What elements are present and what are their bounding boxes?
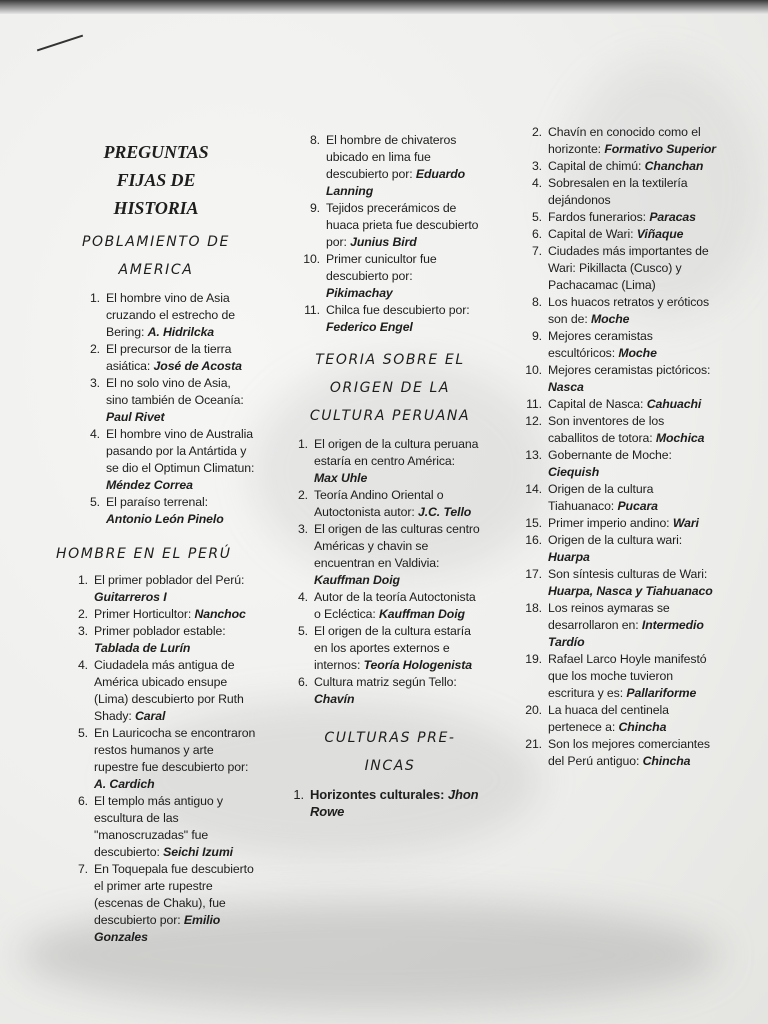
item-answer: Wari: [672, 516, 699, 530]
scan-top-edge: [0, 0, 768, 14]
item-text: En Lauricocha se encontraron restos humanos y arte rupestre fue descubierto por:: [94, 726, 256, 774]
item-number: 5.: [531, 210, 542, 224]
item-answer: Chanchan: [644, 159, 704, 173]
item-text: Capital de Nasca:: [548, 397, 644, 411]
item-answer: Huarpa, Nasca y Tiahuanaco: [548, 584, 713, 598]
item-answer: Chincha: [642, 754, 691, 768]
item-text: Primer cunicultor fue descubierto por:: [326, 252, 437, 283]
item-answer: Intermedio Tardío: [548, 618, 704, 649]
question-list: [56, 572, 256, 946]
list-item: [531, 226, 716, 243]
list-item: [89, 426, 256, 494]
item-number: 18.: [525, 601, 542, 615]
item-answer: Nanchoc: [194, 607, 246, 621]
item-text: El hombre vino de Asia cruzando el estrecho de Bering:: [106, 291, 235, 339]
item-answer: Max Uhle: [314, 471, 368, 485]
item-text: Mejores ceramistas escultóricos:: [548, 329, 653, 360]
list-item: [525, 600, 716, 651]
section-heading-preincas: [300, 724, 480, 780]
item-answer: Jhon Rowe: [310, 787, 479, 819]
item-text: El hombre vino de Australia pasando por la Antártida y se dio el Optimun Climatun:: [106, 427, 255, 475]
list-item: [525, 736, 716, 770]
item-text: Origen de la cultura Tiahuanaco:: [548, 482, 654, 513]
question-list: [293, 786, 480, 820]
item-answer: Paul Rivet: [106, 410, 165, 424]
item-text: Cultura matriz según Tello:: [314, 675, 457, 689]
item-number: 19.: [525, 652, 542, 666]
item-number: 3.: [297, 522, 308, 536]
heading-line: AMERICA: [118, 262, 194, 278]
item-number: 11.: [304, 303, 320, 317]
item-text: Ciudadela más antigua de América ubicado ensupe (Lima) descubierto por Ruth Shady:: [94, 658, 244, 723]
item-number: 7.: [531, 244, 542, 258]
item-number: 4.: [89, 427, 100, 441]
item-number: 8.: [309, 133, 320, 147]
item-number: 15.: [525, 516, 542, 530]
item-text: Capital de chimú:: [548, 159, 642, 173]
list-item: [77, 657, 256, 725]
list-item: [297, 623, 480, 674]
list-item: [77, 572, 256, 606]
item-text: Son inventores de los caballitos de totora:: [548, 414, 665, 445]
item-answer: Nasca: [548, 380, 584, 394]
column-middle: [293, 132, 480, 820]
list-item: [77, 623, 256, 657]
item-number: 4.: [531, 176, 542, 190]
item-answer: Kauffman Doig: [379, 607, 465, 621]
list-item: [525, 362, 716, 396]
list-item: [531, 158, 716, 175]
item-text: La huaca del centinela pertenece a:: [548, 703, 669, 734]
item-answer: Méndez Correa: [106, 478, 193, 492]
item-number: 5.: [89, 495, 100, 509]
item-answer: Moche: [590, 312, 630, 326]
list-item: [89, 290, 256, 341]
title-line: FIJAS DE: [116, 170, 196, 190]
heading-line: HOMBRE EN EL PERÚ: [56, 546, 232, 562]
list-item: [304, 302, 480, 336]
item-text: Fardos funerarios:: [548, 210, 646, 224]
question-list: [56, 290, 256, 528]
item-answer: Emilio Gonzales: [94, 913, 221, 944]
item-number: 3.: [77, 624, 88, 638]
item-answer: Chincha: [618, 720, 667, 734]
item-answer: Caral: [135, 709, 166, 723]
item-text: Primer Horticultor:: [94, 607, 192, 621]
list-item: [89, 375, 256, 426]
item-number: 5.: [297, 624, 308, 638]
item-number: 2.: [89, 342, 100, 356]
item-number: 2.: [531, 125, 542, 139]
heading-line: CULTURA PERUANA: [309, 408, 471, 424]
item-answer: Cahuachi: [646, 397, 702, 411]
item-text: El precursor de la tierra asiática:: [106, 342, 232, 373]
heading-line: POBLAMIENTO DE: [81, 234, 231, 250]
item-answer: Federico Engel: [326, 320, 413, 334]
item-answer: J.C. Tello: [417, 505, 472, 519]
item-answer: A. Cardich: [94, 777, 155, 791]
section-heading-poblamiento: [56, 228, 256, 284]
item-number: 1.: [293, 787, 304, 802]
list-item: [525, 413, 716, 447]
item-answer: Viñaque: [636, 227, 684, 241]
item-text: Horizontes culturales:: [310, 787, 445, 802]
item-text: Ciudades más importantes de Wari: Pikillacta (Cusco) y Pachacamac (Lima): [548, 244, 709, 292]
question-list: [297, 436, 480, 708]
list-item: [89, 341, 256, 375]
title-line: HISTORIA: [113, 198, 199, 218]
list-item: [525, 651, 716, 702]
list-item: [526, 396, 716, 413]
item-number: 2.: [297, 488, 308, 502]
list-item: [89, 494, 256, 528]
item-number: 17.: [525, 567, 542, 581]
item-text: Teoría Andino Oriental o Autoctonista autor:: [314, 488, 444, 519]
list-item: [531, 294, 716, 328]
item-answer: Tablada de Lurín: [94, 641, 191, 655]
list-item: [525, 566, 716, 600]
item-text: Chavín en conocido como el horizonte:: [548, 125, 701, 156]
item-answer: Kauffman Doig: [314, 573, 400, 587]
list-item: [77, 793, 256, 861]
item-text: El origen de la cultura estaría en los aportes externos e internos:: [314, 624, 471, 672]
item-number: 2.: [77, 607, 88, 621]
heading-line: TEORIA SOBRE EL: [315, 352, 465, 368]
item-number: 6.: [531, 227, 542, 241]
item-number: 3.: [89, 376, 100, 390]
item-answer: Huarpa: [548, 550, 590, 564]
list-item: [293, 786, 480, 820]
item-text: Los reinos aymaras se desarrollaron en:: [548, 601, 670, 632]
list-item: [297, 521, 480, 589]
item-number: 11.: [526, 397, 542, 411]
heading-line: ORIGEN DE LA: [329, 380, 451, 396]
list-item: [525, 481, 716, 515]
item-number: 21.: [525, 737, 542, 751]
item-text: Primer poblador estable:: [94, 624, 226, 638]
list-item: [303, 251, 480, 302]
item-number: 14.: [525, 482, 542, 496]
list-item: [309, 200, 480, 251]
item-text: Chilca fue descubierto por:: [326, 303, 470, 317]
item-text: El hombre de chivateros ubicado en lima fue descubierto por:: [326, 133, 457, 181]
list-item: [297, 487, 480, 521]
list-item: [297, 436, 480, 487]
list-item: [531, 175, 716, 209]
item-answer: Guitarreros I: [94, 590, 167, 604]
section-heading-hombre: [56, 540, 256, 568]
item-text: Gobernante de Moche:: [548, 448, 672, 462]
list-item: [297, 674, 480, 708]
item-text: Son los mejores comerciantes del Perú antiguo:: [548, 737, 710, 768]
list-item: [531, 209, 716, 226]
item-text: Los huacos retratos y eróticos son de:: [548, 295, 710, 326]
item-text: Autor de la teoría Autoctonista o Ecléctica:: [314, 590, 476, 621]
item-text: Origen de la cultura wari:: [548, 533, 683, 547]
item-answer: Seichi Izumi: [163, 845, 233, 859]
item-number: 10.: [525, 363, 542, 377]
list-item: [525, 702, 716, 736]
item-answer: Formativo Superior: [604, 142, 716, 156]
item-text: Rafael Larco Hoyle manifestó que los moche tuvieron escritura y es:: [548, 652, 707, 700]
item-answer: Chavín: [314, 692, 355, 706]
item-answer: Junius Bird: [350, 235, 417, 249]
item-answer: Pucara: [617, 499, 658, 513]
question-list: [520, 124, 716, 770]
item-text: Sobresalen en la textilería dejándonos: [548, 176, 688, 207]
list-item: [531, 243, 716, 294]
item-answer: Paracas: [649, 210, 696, 224]
section-heading-teoria: [300, 346, 480, 430]
item-answer: A. Hidrilcka: [147, 325, 215, 339]
item-text: El origen de la cultura peruana estaría en centro América:: [314, 437, 479, 468]
item-text: El templo más antiguo y escultura de las "manoscruzadas" fue descubierto:: [94, 794, 223, 859]
item-text: Mejores ceramistas pictóricos:: [548, 363, 711, 377]
item-number: 20.: [525, 703, 542, 717]
item-number: 4.: [297, 590, 308, 604]
page-title: [56, 138, 256, 222]
column-left: [56, 138, 256, 946]
item-text: En Toquepala fue descubierto el primer arte rupestre (escenas de Chaku), fue descubierto por:: [94, 862, 254, 927]
item-text: El origen de las culturas centro Américas y chavin se encuentran en Valdivia:: [314, 522, 480, 570]
list-item: [77, 606, 256, 623]
list-item: [525, 515, 716, 532]
question-list: [300, 132, 480, 336]
item-answer: Teoría Hologenista: [363, 658, 473, 672]
item-text: El no solo vino de Asia, sino también de Oceanía:: [106, 376, 244, 407]
item-text: Primer imperio andino:: [548, 516, 670, 530]
item-number: 1.: [89, 291, 100, 305]
item-number: 13.: [525, 448, 542, 462]
item-number: 7.: [77, 862, 88, 876]
item-number: 1.: [297, 437, 308, 451]
pen-mark: [37, 35, 83, 52]
title-line: PREGUNTAS: [103, 142, 209, 162]
column-right: [520, 124, 716, 770]
item-text: El primer poblador del Perú:: [94, 573, 245, 587]
item-answer: Mochica: [655, 431, 705, 445]
heading-line: CULTURAS PRE-INCAS: [324, 730, 456, 774]
item-answer: Antonio León Pinelo: [106, 512, 224, 526]
item-answer: Moche: [618, 346, 657, 360]
list-item: [77, 861, 256, 946]
item-number: 9.: [309, 201, 320, 215]
list-item: [531, 328, 716, 362]
item-answer: Ciequish: [548, 465, 600, 479]
item-number: 6.: [297, 675, 308, 689]
list-item: [297, 589, 480, 623]
item-answer: Pallariforme: [626, 686, 697, 700]
item-text: El paraíso terrenal:: [106, 495, 208, 509]
list-item: [531, 124, 716, 158]
item-text: Tejidos precerámicos de huaca prieta fue descubierto por:: [326, 201, 479, 249]
list-item: [525, 447, 716, 481]
item-number: 5.: [77, 726, 88, 740]
list-item: [77, 725, 256, 793]
item-number: 10.: [303, 252, 320, 266]
item-number: 9.: [531, 329, 542, 343]
item-number: 16.: [525, 533, 542, 547]
item-answer: José de Acosta: [153, 359, 242, 373]
item-number: 12.: [525, 414, 542, 428]
item-number: 6.: [77, 794, 88, 808]
item-number: 4.: [77, 658, 88, 672]
item-answer: Eduardo Lanning: [326, 167, 466, 198]
item-text: Son síntesis culturas de Wari:: [548, 567, 708, 581]
item-number: 8.: [531, 295, 542, 309]
item-number: 1.: [77, 573, 88, 587]
list-item: [309, 132, 480, 200]
list-item: [525, 532, 716, 566]
item-answer: Pikimachay: [326, 286, 393, 300]
item-number: 3.: [531, 159, 542, 173]
item-text: Capital de Wari:: [548, 227, 634, 241]
